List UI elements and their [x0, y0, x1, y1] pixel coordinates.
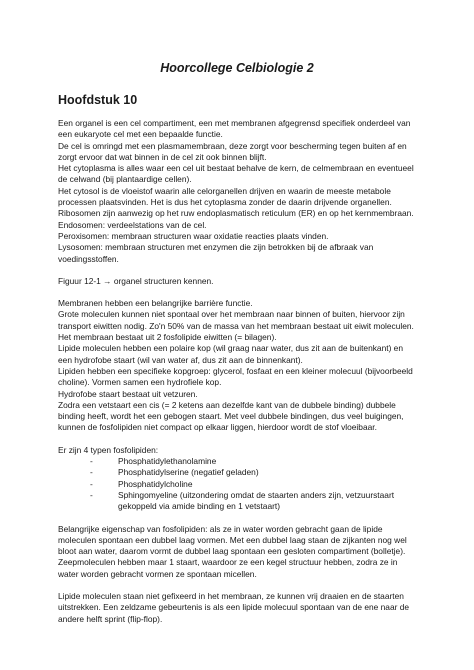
- document-title: Hoorcollege Celbiologie 2: [160, 61, 314, 75]
- paragraph-line: Een organel is een cel compartiment, een met membranen afgegrensd specifiek onderdeel van een eukaryote cel met een bepaalde functie.: [58, 118, 411, 140]
- paragraph-line: Lipide moleculen hebben een polaire kop (wil graag naar water, dus zit aan de buitenkant) en een hydrofobe staart (wil van water af, dus zit aan de binnenkant).: [58, 343, 403, 365]
- paragraph-line: Het membraan bestaat uit 2 fosfolipide eiwitten (= bilagen).: [58, 332, 277, 343]
- figure-reference: Figuur 12-1 → organel structuren kennen.: [58, 275, 214, 286]
- paragraph-block-eigenschappen: [58, 524, 416, 580]
- paragraph-line: Lipide moleculen staan niet gefixeerd in het membraan, ze kunnen vrij draaien en de staarten uitstrekken. Een zeldzame gebeurtenis is als een lipide molecuul spontaan van de ene naar de andere helft sprint (flip-flop).: [58, 590, 410, 624]
- paragraph-line: Het cytoplasma is alles waar een cel uit bestaat behalve de kern, de celmembraan en eventueel de celwand (bij plantaardige cellen).: [58, 163, 414, 185]
- lipid-types-list: [58, 456, 416, 512]
- paragraph-line: Peroxisomen: membraan structuren waar oxidatie reacties plaats vinden.: [58, 230, 329, 241]
- paragraph-line: Ribosomen zijn aanwezig op het ruw endoplasmatisch reticulum (ER) en op het kernmembraan.: [58, 208, 414, 219]
- paragraph-line: Lysosomen: membraan structuren met enzymen die zijn betrokken bij de afbraak van voedingsstoffen.: [58, 242, 374, 264]
- paragraph-block-membranen: [58, 298, 416, 434]
- paragraph-block-organellen: [58, 118, 416, 265]
- lipid-types-intro: Er zijn 4 typen fosfolipiden:: [58, 444, 159, 455]
- paragraph-line: De cel is omringd met een plasmamembraan, deze zorgt voor bescherming tegen buiten af en zorgt ervoor dat wat binnen in de cel zit ook binnen blijft.: [58, 140, 407, 162]
- paragraph-line: Zodra een vetstaart een cis (= 2 ketens aan dezelfde kant van de dubbele binding) dubbele binding heeft, wordt het een gebogen staart. Met veel dubbele bindingen, dus veel buigingen, kunnen de fosfolipiden niet compact op elkaar liggen, hierdoor wordt de stof vloeibaar.: [58, 399, 404, 433]
- paragraph-line: Membranen hebben een belangrijke barrière functie.: [58, 298, 253, 309]
- list-item: - Phosphatidylethanolamine: [90, 456, 416, 467]
- paragraph-block-flip-flop: [58, 591, 416, 625]
- list-item: - Sphingomyeline (uitzondering omdat de staarten anders zijn, vetzuurstaart gekoppeld via amide binding en 1 vetstaart): [90, 490, 416, 513]
- paragraph-line: Zeepmoleculen hebben maar 1 staart, waardoor ze een kegel structuur hebben, zodra ze in water worden gebracht vormen ze spontaan micellen.: [58, 557, 398, 579]
- paragraph-line: Het cytosol is de vloeistof waarin alle celorganellen drijven en waarin de meeste metabole processen plaatsvinden. Het is dus het cytoplasma zonder de daarin drijvende organellen.: [58, 185, 392, 208]
- paragraph-line: Lipiden hebben een specifieke kopgroep: glycerol, fosfaat en een kleiner molecuul (bijvoorbeeld choline). Vormen samen een hydrofiele kop.: [58, 365, 413, 388]
- list-item: - Phosphatidylserine (negatief geladen): [90, 467, 416, 478]
- paragraph-line: Endosomen: verdeelstations van de cel.: [58, 219, 207, 230]
- paragraph-line: Grote moleculen kunnen niet spontaal over het membraan naar binnen of buiten, hiervoor zijn transport eiwitten nodig. Zo'n 50% van de massa van het membraan bestaat uit eiwit moleculen.: [58, 309, 414, 331]
- paragraph-line: Belangrijke eigenschap van fosfolipiden: als ze in water worden gebracht gaan de lipide moleculen spontaan een dubbel laag vormen. Met een dubbel laag staan de zijkanten nog wel bloot aan water, daarom vormt de dubbel laag spontaan een gesloten compartiment (bolletje).: [58, 523, 407, 557]
- list-item: - Phosphatidylcholine: [90, 479, 416, 490]
- chapter-heading: Hoofdstuk 10: [58, 93, 138, 107]
- paragraph-line: Hydrofobe staart bestaat uit vetzuren.: [58, 388, 198, 399]
